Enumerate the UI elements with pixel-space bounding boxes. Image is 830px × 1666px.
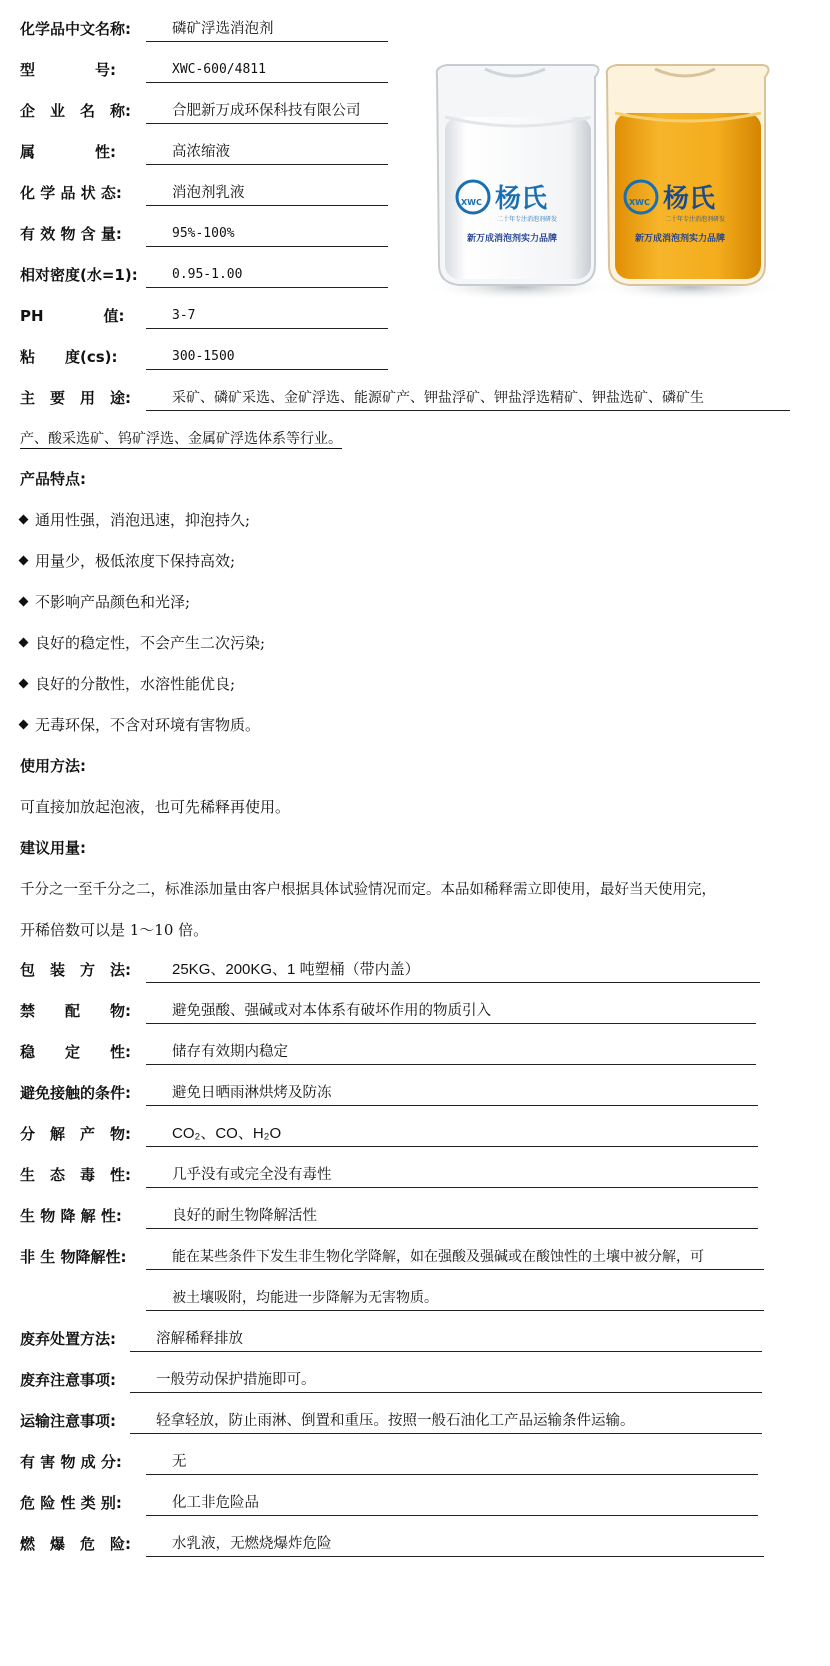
brand-text: 杨氏 [663,184,716,214]
safety-value: 储存有效期内稳定 [146,1037,756,1065]
safety-label: 禁 配 物: [20,1002,131,1020]
spec-value: 高浓缩液 [146,137,388,165]
yellow-beaker [607,65,769,285]
bullet-diamond-icon [19,719,29,729]
slogan-text: 新万成消泡剂实力品牌 [635,234,726,244]
safety-label: 分 解 产 物: [20,1125,131,1143]
safety-value: 良好的耐生物降解活性 [146,1201,758,1229]
feature-item: 无毒环保，不含对环境有害物质。 [20,714,260,735]
disposal-value: 化工非危险品 [146,1488,758,1516]
dosage-heading: 建议用量: [20,839,86,857]
disposal-row-transport [20,1406,810,1436]
disposal-value: 溶解稀释排放 [130,1324,762,1352]
slogan-text: 新万成消泡剂实力品牌 [467,234,558,244]
bullet-diamond-icon [19,678,29,688]
spec-label: 属 性: [20,143,116,161]
spec-value: 3-7 [146,301,388,329]
spec-row-property [20,137,400,167]
disposal-row-notes [20,1365,810,1395]
safety-row-decomp [20,1119,810,1149]
feature-item: 良好的稳定性，不会产生二次污染; [20,632,265,653]
disposal-label: 运输注意事项: [20,1412,116,1430]
nonbio-label: 非 生 物降解性: [20,1248,127,1266]
disposal-value: 无 [146,1447,758,1475]
safety-row-avoid [20,1078,810,1108]
spec-value: 消泡剂乳液 [146,178,388,206]
safety-value: 避免强酸、强碱或对本体系有破坏作用的物质引入 [146,996,756,1024]
safety-row-biodeg [20,1201,810,1231]
disposal-row-method [20,1324,810,1354]
spec-row-company [20,96,400,126]
spec-row-ph [20,301,400,331]
disposal-label: 废弃注意事项: [20,1371,116,1389]
safety-value: 25KG、200KG、1 吨塑桶（带内盖） [146,955,760,983]
usage-label: 主 要 用 途: [20,389,131,407]
spec-value: 合肥新万成环保科技有限公司 [146,96,388,124]
spec-label: 粘 度(cs): [20,348,118,366]
tagline-text: 二十年专注消泡剂研发 [497,216,558,223]
bullet-diamond-icon [19,555,29,565]
spec-row-state [20,178,400,208]
spec-value: 0.95-1.00 [146,260,388,288]
disposal-row-explosion [20,1529,810,1559]
method-heading: 使用方法: [20,757,86,775]
white-beaker [437,65,599,285]
spec-value: 磷矿浮选消泡剂 [146,14,388,42]
product-beakers-image [425,55,795,355]
badge-text: XWC [629,198,650,207]
spec-label: 企 业 名 称: [20,102,131,120]
disposal-label: 危 险 性 类 别: [20,1494,122,1512]
spec-value: 300-1500 [146,342,388,370]
usage-line1: 采矿、磷矿采选、金矿浮选、能源矿产、钾盐浮矿、钾盐浮选精矿、钾盐选矿、磷矿生 [146,383,790,411]
nonbio-row-2 [20,1283,810,1313]
safety-row-stability [20,1037,810,1067]
feature-item: 用量少，极低浓度下保持高效; [20,550,235,571]
spec-label: PH 值: [20,307,125,325]
feature-item: 通用性强，消泡迅速，抑泡持久; [20,509,250,530]
bullet-diamond-icon [19,514,29,524]
safety-label: 生 物 降 解 性: [20,1207,122,1225]
safety-value: 几乎没有或完全没有毒性 [146,1160,758,1188]
usage-line2: 产、酸采选矿、钨矿浮选、金属矿浮选体系等行业。 [20,431,342,447]
usage-row [20,383,810,413]
spec-value: 95%-100% [146,219,388,247]
spec-label: 型 号: [20,61,116,79]
safety-value: CO₂、CO、H₂O [146,1119,758,1147]
spec-row-viscosity [20,342,400,372]
safety-label: 包 装 方 法: [20,961,131,979]
disposal-value: 一般劳动保护措施即可。 [130,1365,762,1393]
disposal-value: 水乳液，无燃烧爆炸危险 [146,1529,764,1557]
safety-label: 避免接触的条件: [20,1084,131,1102]
safety-row-packing [20,955,810,985]
spec-row-content [20,219,400,249]
feature-item: 不影响产品颜色和光泽; [20,591,190,612]
nonbio-line1: 能在某些条件下发生非生物化学降解，如在强酸及强碱或在酸蚀性的土壤中被分解，可 [146,1242,764,1270]
disposal-label: 有 害 物 成 分: [20,1453,122,1471]
svg-text:XWC: XWC [461,198,482,207]
spec-label: 有 效 物 含 量: [20,225,122,243]
spec-label: 相对密度(水=1): [20,266,138,284]
brand-text: 杨氏 [495,184,548,214]
disposal-label: 废弃处置方法: [20,1330,116,1348]
safety-value: 避免日晒雨淋烘烤及防冻 [146,1078,758,1106]
disposal-row-hazard [20,1447,810,1477]
dosage-line2: 开稀倍数可以是 1～10 倍。 [20,921,209,939]
disposal-value: 轻拿轻放，防止雨淋、倒置和重压。按照一般石油化工产品运输条件运输。 [130,1406,762,1434]
spec-row-density [20,260,400,290]
disposal-label: 燃 爆 危 险: [20,1535,131,1553]
spec-value: XWC-600/4811 [146,55,388,83]
bullet-diamond-icon [19,596,29,606]
feature-item: 良好的分散性，水溶性能优良; [20,673,235,694]
spec-row-name [20,14,400,44]
nonbio-line2: 被土壤吸附，均能进一步降解为无害物质。 [146,1283,764,1311]
safety-label: 稳 定 性: [20,1043,131,1061]
bullet-diamond-icon [19,637,29,647]
spec-label: 化学品中文名称: [20,20,131,38]
features-heading: 产品特点: [20,470,86,488]
dosage-line1: 千分之一至千分之二，标准添加量由客户根据具体试验情况而定。本品如稀释需立即使用，最好当天使用完， [20,882,716,898]
safety-label: 生 态 毒 性: [20,1166,131,1184]
safety-row-ecotox [20,1160,810,1190]
tagline-text: 二十年专注消泡剂研发 [665,216,726,223]
spec-label: 化 学 品 状 态: [20,184,122,202]
disposal-row-class [20,1488,810,1518]
spec-row-model [20,55,400,85]
nonbio-row [20,1242,810,1272]
method-text: 可直接加放起泡液，也可先稀释再使用。 [20,798,291,816]
safety-row-incompat [20,996,810,1026]
